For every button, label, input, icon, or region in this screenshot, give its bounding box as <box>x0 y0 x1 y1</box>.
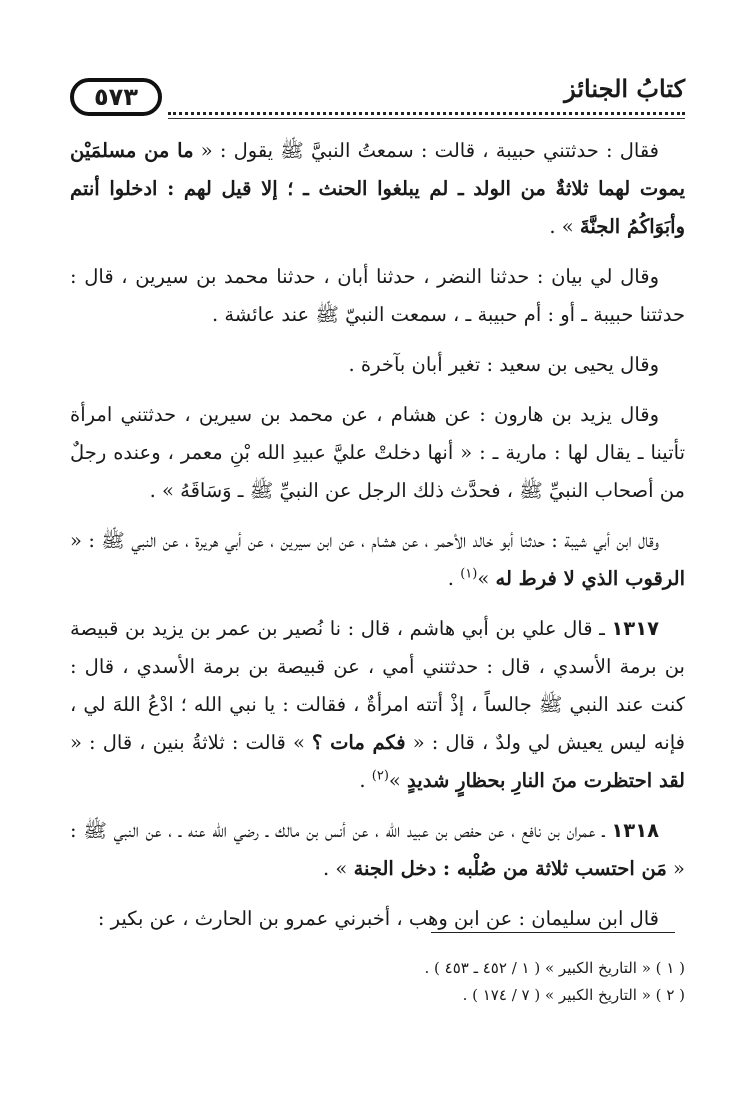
hadith-number: ١٣١٧ <box>611 617 659 640</box>
page-number-frame <box>70 78 162 116</box>
text-run: وقال ابن أبي شيبة : حدثنا أبو خالد الأحمر ، عن هشام ، عن ابن سيرين ، عن أبي هريرة ، عن النبي ﷺ : « <box>70 529 659 552</box>
hadith-text: لقد احتظرت منَ النارِ بحظارٍ شديدٍ <box>407 769 685 792</box>
text-run: » . <box>323 857 354 880</box>
hadith-text: الرقوب الذي لا فرط له <box>495 567 685 590</box>
hadith-paragraph <box>70 812 685 888</box>
hadith-text: فكم مات ؟ <box>312 731 406 754</box>
page-header <box>70 72 685 122</box>
text-run: قال ابن سليمان : عن ابن وهب ، أخبرني عمرو بن الحارث ، عن بكير : <box>97 907 659 930</box>
footnote: ( ٢ ) « التاريخ الكبير » ( ٧ / ١٧٤ ) . <box>462 986 685 1004</box>
book-title: كتابُ الجنائز <box>564 74 685 103</box>
text-run: فقال : حدثتني حبيبة ، قالت : سمعتُ النبيَّ ﷺ يقول : « <box>193 139 659 162</box>
footnote: ( ١ ) « التاريخ الكبير » ( ١ / ٤٥٢ ـ ٤٥٣ ) . <box>424 959 685 977</box>
text-run: ـ قال علي بن أبي هاشم ، قال : نا نُصير بن عمر بن يزيد بن قبيصة بن برمة الأسدي ، قال : حدثتني أمي ، عن قبيصة بن برمة الأسدي ، قال : كنت عند النبي ﷺ جالساً ، إذْ أتته امرأةٌ ، فقالت : يا نبي الله ؛ ادْعُ اللهَ لي ، فإنه ليس يعيش لي ولدٌ ، قال : « <box>70 617 685 754</box>
text-run: » <box>477 567 496 590</box>
text-run: وقال لي بيان : حدثنا النضر ، حدثنا أبان ، حدثنا محمد بن سيرين ، قال : حدثتنا حبيبة ـ أو : أم حبيبة ـ ، سمعت النبيّ ﷺ عند عائشة . <box>70 265 685 326</box>
text-run: وقال يزيد بن هارون : عن هشام ، عن محمد بن سيرين ، حدثتني امرأة تأتينا ـ يقال لها : مارية ـ : « أنها دخلتْ عليَّ عبيدِ الله بْنِ معمر ، وعنده رجلٌ من أصحاب النبيِّ ﷺ ، فحدَّث ذلك الرجل عن النبيِّ ﷺ ـ وَسَاقَهُ » . <box>70 403 685 502</box>
text-run: . <box>447 567 461 590</box>
hadith-text: مَن احتسب ثلاثة من صُلْبه : دخل الجنة <box>353 857 667 880</box>
main-text <box>70 132 685 950</box>
text-paragraph <box>70 258 685 334</box>
text-paragraph <box>70 346 685 384</box>
footnotes <box>70 955 685 1009</box>
hadith-paragraph <box>70 610 685 800</box>
header-dotted-rule <box>168 112 685 115</box>
text-paragraph <box>70 522 685 598</box>
text-run: وقال يحيى بن سعيد : تغير أبان بآخرة . <box>348 353 659 376</box>
text-run: » . <box>549 215 580 238</box>
text-paragraph <box>70 396 685 510</box>
text-run: » قالت : ثلاثةُ بنين ، قال : « <box>70 731 313 754</box>
footnote-marker: (١) <box>460 566 478 582</box>
text-run: . <box>359 769 372 792</box>
hadith-number: ١٣١٨ <box>611 819 659 842</box>
page-number: ٥٧٣ <box>94 83 138 111</box>
text-paragraph <box>70 132 685 246</box>
hadith-text: ما من مسلمَيْن يموت لهما ثلاثةٌ من الولد ـ لم يبلغوا الحنث ـ ؛ إلا قيل لهم : ادخلوا أنتم وأبَوَاكُمُ الجنَّةَ <box>70 139 685 238</box>
footnote-separator <box>431 932 675 933</box>
text-run: ـ عمران بن نافع ، عن حفص بن عبيد الله ، عن أنس بن مالك ـ رضي الله عنه ـ ، عن النبي ﷺ : « <box>70 819 685 880</box>
text-run: » <box>388 769 408 792</box>
footnote-marker: (٢) <box>371 768 389 784</box>
header-rule <box>168 118 685 119</box>
